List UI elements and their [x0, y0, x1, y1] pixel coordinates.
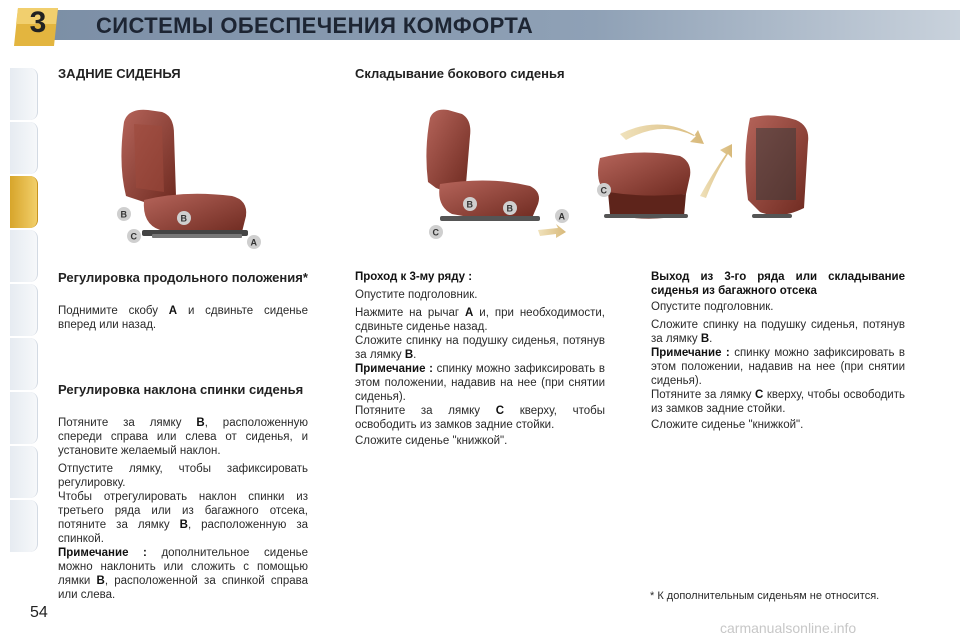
right-note-text: спинку можно зафиксировать в этом положении, надавив на нее (при снятии сиденья).	[651, 347, 905, 387]
fold-label-c1: C	[432, 227, 439, 238]
note-label: Примечание :	[355, 363, 433, 375]
chapter-tab-6[interactable]	[10, 338, 38, 390]
seat-fold-illustration	[400, 104, 820, 254]
seat-adjust-illustration	[104, 104, 272, 254]
right-p3-pre: Потяните за лямку	[651, 389, 752, 401]
longitudinal-title: Регулировка продольного положения*	[58, 270, 308, 285]
recline-note-pre: дополнительное сиденье можно наклонить или сложить с помощью лямки	[58, 547, 308, 587]
recline-title: Регулировка наклона спинки сиденья	[58, 382, 304, 397]
right-note	[651, 346, 905, 388]
mid-p1: Опустите подголовник.	[355, 289, 478, 301]
note-label: Примечание :	[651, 347, 730, 359]
watermark: carmanualsonline.info	[720, 620, 857, 636]
mid-p2-post: и, при необходимости, сдвиньте сиденье назад.	[355, 307, 605, 333]
key-a: A	[465, 307, 474, 319]
rear-seats-title: ЗАДНИЕ СИДЕНЬЯ	[58, 66, 181, 81]
mid-note	[355, 362, 605, 404]
longitudinal-text-post: и сдвиньте сиденье вперед или назад.	[58, 305, 308, 331]
key-b: B	[179, 519, 188, 531]
chapter-tab-7[interactable]	[10, 392, 38, 444]
key-b: B	[196, 417, 205, 429]
chapter-tab-4[interactable]	[10, 230, 38, 282]
mid-p4	[355, 404, 605, 432]
mid-note-text: спинку можно зафиксировать в этом положении, надавив на нее (при снятии сиденья).	[355, 363, 605, 403]
folding-title: Складывание бокового сиденья	[355, 66, 565, 81]
page-number: 54	[30, 604, 48, 621]
chapter-tab-8[interactable]	[10, 446, 38, 498]
right-p4: Сложите сиденье "книжкой".	[651, 419, 804, 431]
mid-p3-pre: Сложите спинку на подушку сиденья, потянув за лямку	[355, 335, 605, 361]
fold-label-b2: B	[506, 203, 513, 214]
mid-p2	[355, 306, 605, 334]
right-p2-post: .	[709, 333, 713, 345]
mid-p4-post: кверху, чтобы освободить из замков задние стойки.	[355, 405, 605, 431]
header-bar	[0, 0, 960, 54]
key-b: B	[700, 333, 710, 345]
recline-p1-post: , расположенную спереди справа или слева от сиденья, и установите желаемый наклон.	[58, 417, 308, 457]
recline-note-post: , расположенной за спинкой справа или слева.	[58, 575, 308, 601]
chapter-tabs	[10, 68, 38, 578]
seat-label-b-left: B	[120, 209, 127, 220]
fold-label-b1: B	[466, 199, 473, 210]
key-c: C	[495, 405, 505, 417]
key-b: B	[96, 575, 105, 587]
access-subhead	[355, 270, 605, 284]
key-a: A	[168, 305, 178, 317]
exit-subhead	[651, 270, 905, 298]
recline-p1	[58, 416, 308, 458]
mid-p5: Сложите сиденье "книжкой".	[355, 435, 508, 447]
exit-subhead-text: Выход из 3-го ряда или складывание сиденья из багажного отсека	[651, 271, 905, 297]
chapter-tab-9[interactable]	[10, 500, 38, 552]
note-label: Примечание :	[58, 547, 147, 559]
mid-p3	[355, 334, 605, 362]
longitudinal-text-pre: Поднимите скобу	[58, 305, 158, 317]
recline-p3-post: , расположенную за спинкой.	[58, 519, 308, 545]
seat-label-c: C	[130, 231, 137, 242]
mid-p2-pre: Нажмите на рычаг	[355, 307, 460, 319]
recline-note	[58, 546, 308, 602]
right-p2	[651, 318, 905, 346]
key-c: C	[755, 389, 764, 401]
footnote: * К дополнительным сиденьям не относится.	[650, 590, 880, 602]
recline-p3	[58, 490, 308, 546]
right-p3-post: кверху, чтобы освободить из замков задние стойки.	[651, 389, 905, 415]
right-p1: Опустите подголовник.	[651, 301, 774, 313]
chapter-tab-2[interactable]	[10, 122, 38, 174]
recline-p1-pre: Потяните за лямку	[58, 417, 182, 429]
fold-label-a: A	[558, 211, 565, 222]
fold-label-c2: C	[600, 185, 607, 196]
right-p3	[651, 388, 905, 416]
key-b: B	[404, 349, 414, 361]
mid-p4-pre: Потяните за лямку	[355, 405, 481, 417]
chapter-tab-1[interactable]	[10, 68, 38, 120]
page-title: СИСТЕМЫ ОБЕСПЕЧЕНИЯ КОМФОРТА	[96, 13, 534, 38]
seat-label-a: A	[250, 237, 257, 248]
access-subhead-text: Проход к 3-му ряду :	[355, 271, 473, 283]
recline-p3-pre: Чтобы отрегулировать наклон спинки из третьего ряда или из багажного отсека, потяните за лямку	[58, 491, 308, 531]
chapter-tab-3-active[interactable]	[10, 176, 38, 228]
chapter-number: 3	[29, 6, 47, 39]
recline-p2: Отпустите лямку, чтобы зафиксировать регулировку.	[58, 463, 308, 489]
longitudinal-text	[58, 304, 308, 332]
seat-label-b: B	[180, 213, 187, 224]
chapter-tab-5[interactable]	[10, 284, 38, 336]
mid-p3-post: .	[413, 349, 417, 361]
right-p2-pre: Сложите спинку на подушку сиденья, потянув за лямку	[651, 319, 905, 345]
